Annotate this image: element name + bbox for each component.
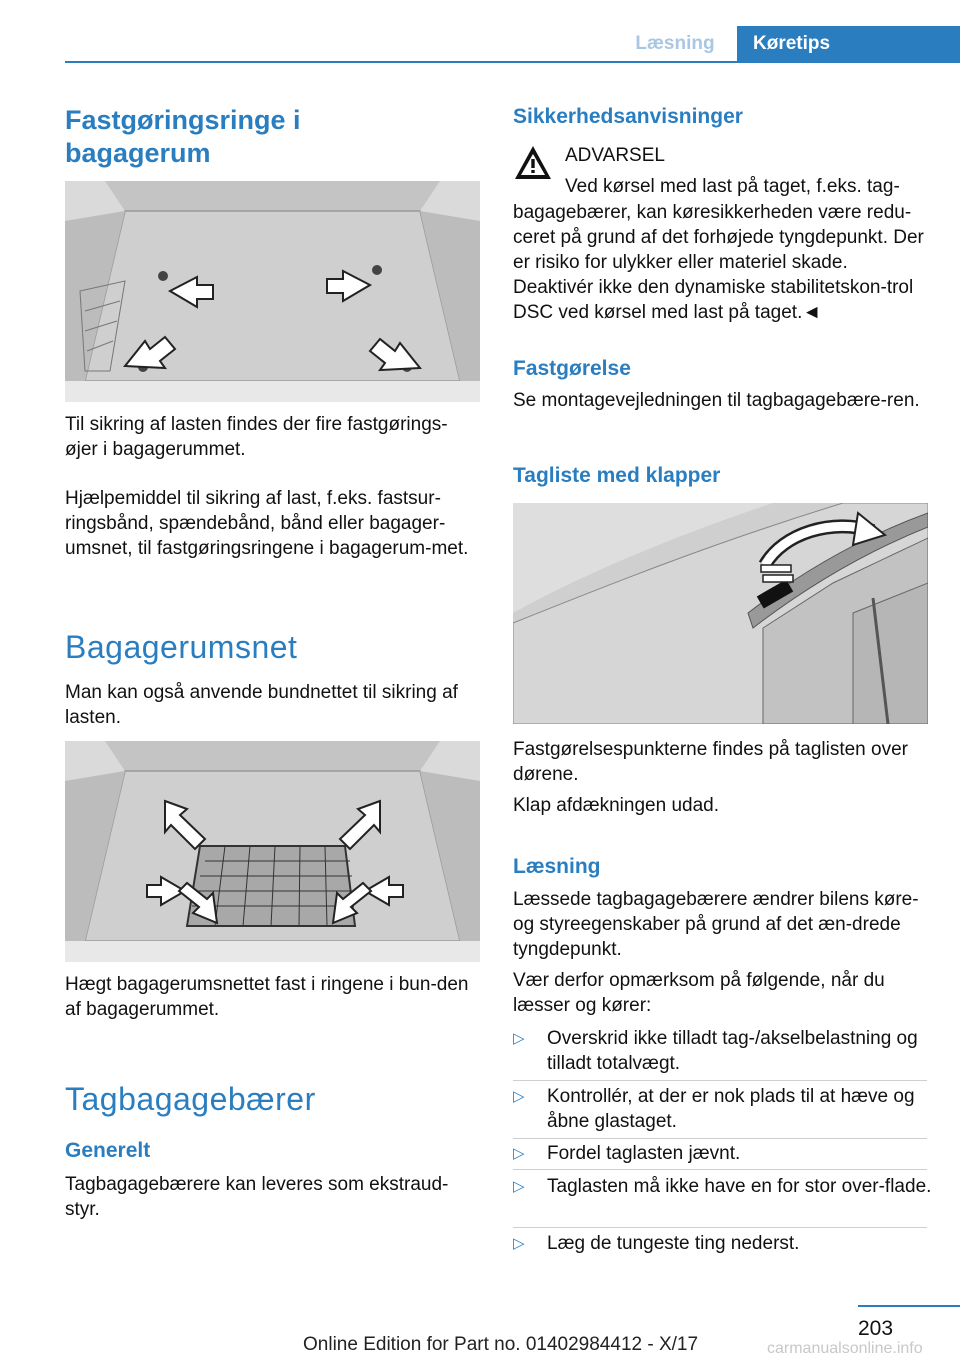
- list-divider: [513, 1169, 927, 1170]
- list-item-text: Taglasten må ikke have en for stor over‐flade.: [547, 1176, 932, 1197]
- heading-fastgoringsringe: Fastgøringsringe i bagagerum: [65, 105, 301, 168]
- list-divider: [513, 1080, 927, 1081]
- list-divider: [513, 1227, 927, 1228]
- heading-sikkerhedsanvisninger: Sikkerhedsanvisninger: [513, 105, 743, 128]
- triangle-bullet-icon: ▷: [513, 1030, 525, 1047]
- paragraph-generelt: Tagbagagebærere kan leveres som ekstraud‐styr.: [65, 1174, 449, 1220]
- list-item-text: Overskrid ikke tilladt tag-/akselbelastning og tilladt totalvægt.: [547, 1028, 918, 1074]
- heading-tagbagagebaerer: Tagbagagebærer: [65, 1081, 316, 1117]
- triangle-bullet-icon: ▷: [513, 1145, 525, 1162]
- paragraph-aids: Hjælpemiddel til sikring af last, f.eks. fastsur‐ringsbånd, spændebånd, bånd eller bagager‐umsnet, til fastgøringsringene i bagagerum‐met.: [65, 488, 469, 559]
- heading-fastgorelse: Fastgørelse: [513, 357, 631, 380]
- paragraph-tagliste-1: Fastgørelsespunkterne findes på taglisten over dørene.: [513, 739, 908, 785]
- header-rule: [65, 61, 960, 63]
- trunk-net-image: [65, 741, 480, 962]
- paragraph-rings: Til sikring af lasten findes der fire fastgørings‐øjer i bagagerummet.: [65, 414, 448, 460]
- warning-label: ADVARSEL: [565, 145, 665, 166]
- page-number: 203: [858, 1317, 894, 1340]
- list-item-text: Kontrollér, at der er nok plads til at hæve og åbne glastaget.: [547, 1086, 915, 1132]
- paragraph-net-intro: Man kan også anvende bundnettet til sikring af lasten.: [65, 682, 458, 728]
- heading-bagagerumsnet: Bagagerumsnet: [65, 629, 298, 665]
- triangle-bullet-icon: ▷: [513, 1088, 525, 1105]
- paragraph-hook-net: Hægt bagagerumsnettet fast i ringene i bun‐den af bagagerummet.: [65, 974, 469, 1020]
- triangle-bullet-icon: ▷: [513, 1235, 525, 1252]
- warning-icon: [513, 143, 553, 183]
- paragraph-tagliste-2: Klap afdækningen udad.: [513, 795, 719, 816]
- list-item-text: Læg de tungeste ting nederst.: [547, 1233, 800, 1254]
- warning-text-body: bagagebærer, kan køresikkerheden være redu‐ceret på grund af det forhøjede tyngdepunkt. Der er risiko for ulykker eller materiel skade. Deaktivér ikke den dynamiske stabilitetskon‐trol DSC ved kørsel med last på taget.◄: [513, 202, 924, 323]
- tab-koeretips[interactable]: Køretips: [737, 26, 960, 62]
- watermark: carmanualsonline.info: [767, 1340, 923, 1357]
- roof-rail-image: [513, 503, 928, 724]
- edition-footer: Online Edition for Part no. 01402984412 - X/17: [303, 1334, 699, 1355]
- heading-laesning: Læsning: [513, 855, 601, 878]
- trunk-rings-image: [65, 181, 480, 402]
- page-number-rule: [858, 1305, 960, 1307]
- heading-tagliste: Tagliste med klapper: [513, 464, 721, 487]
- paragraph-laesning-1: Læssede tagbagagebærere ændrer bilens køre- og styreegenskaber på grund af det æn‐drede tyngdepunkt.: [513, 889, 919, 960]
- list-item-text: Fordel taglasten jævnt.: [547, 1143, 741, 1164]
- warning-text-line1: Ved kørsel med last på taget, f.eks. tag‐: [565, 176, 900, 197]
- tab-laesning[interactable]: Læsning: [635, 33, 715, 54]
- triangle-bullet-icon: ▷: [513, 1178, 525, 1195]
- paragraph-laesning-2: Vær derfor opmærksom på følgende, når du læsser og kører:: [513, 970, 885, 1016]
- list-divider: [513, 1138, 927, 1139]
- heading-generelt: Generelt: [65, 1139, 151, 1162]
- paragraph-fastgorelse: Se montagevejledningen til tagbagagebære‐ren.: [513, 390, 920, 411]
